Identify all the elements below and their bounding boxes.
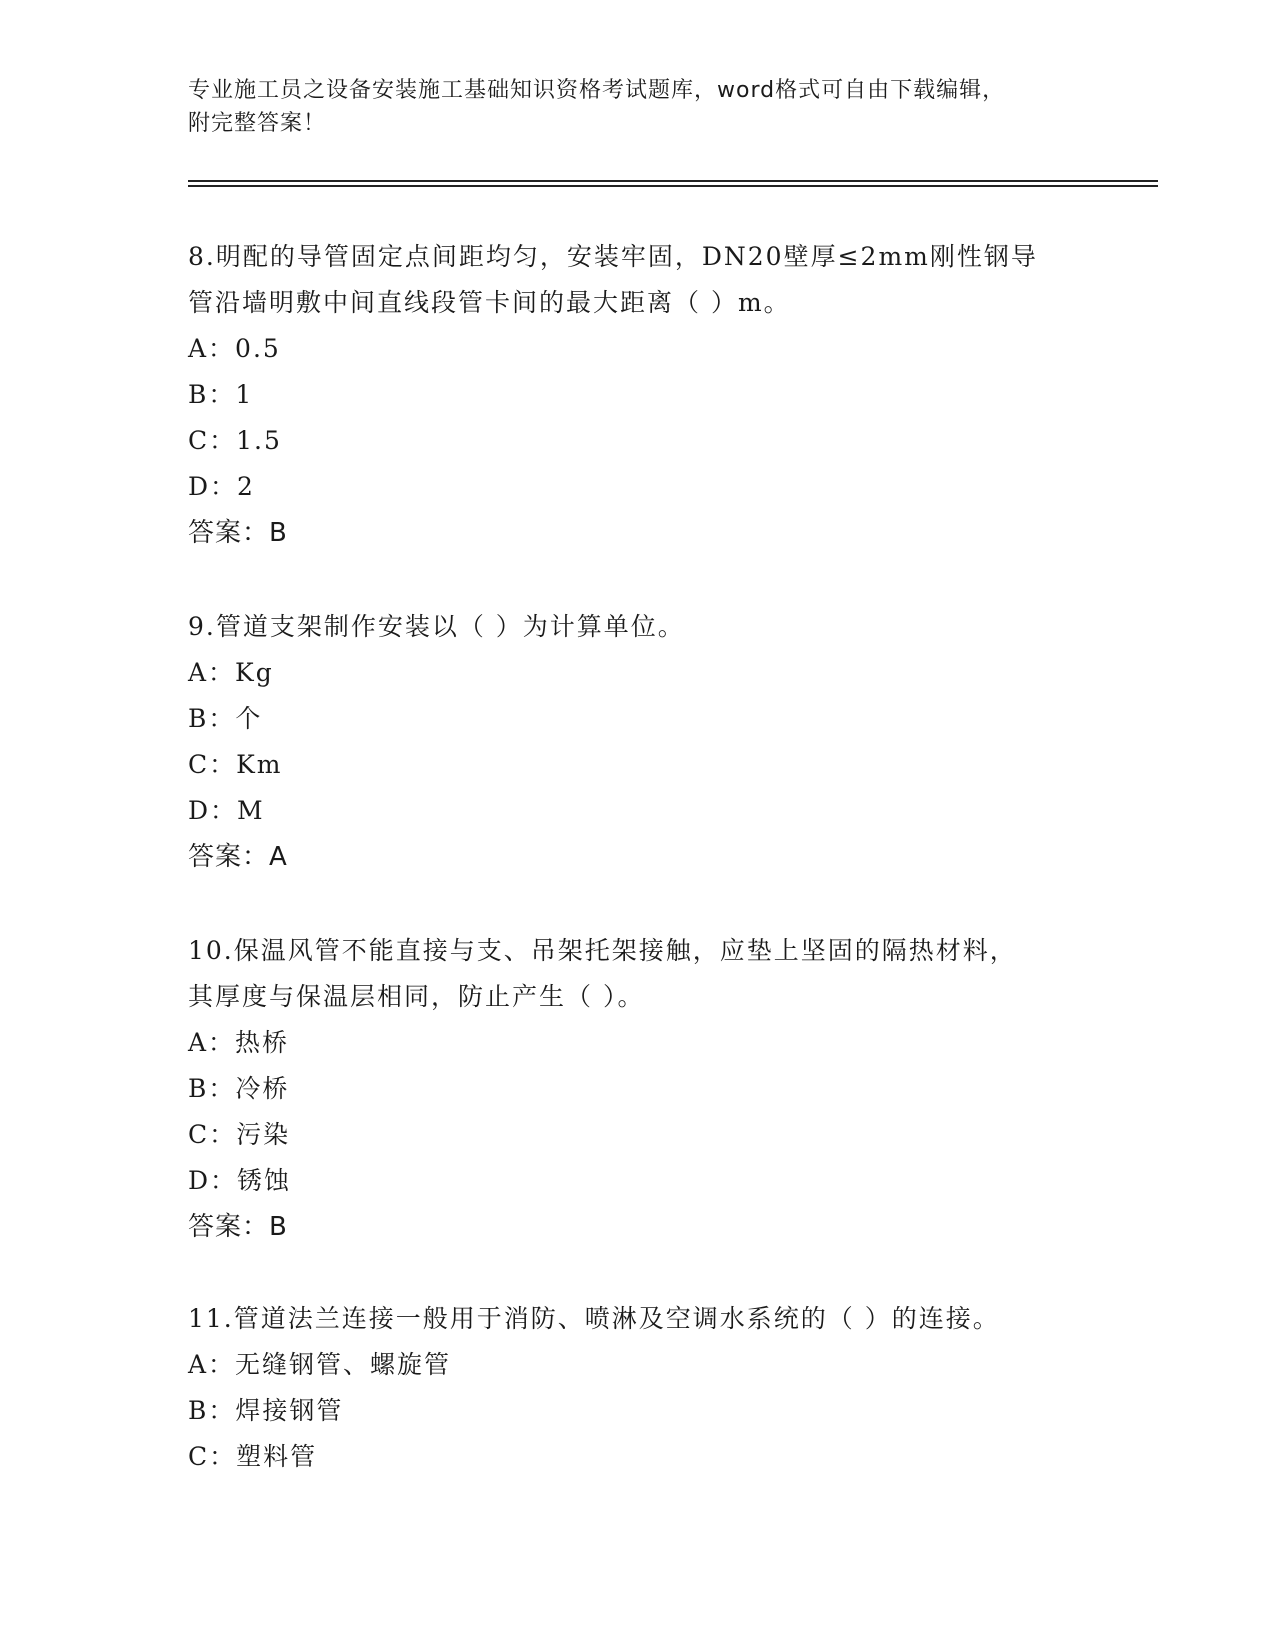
option-b: B：冷桥 (188, 1074, 290, 1103)
question-10 (188, 928, 1068, 1250)
option-a: A：Kg (188, 658, 274, 687)
option-d: D：锈蚀 (188, 1166, 292, 1195)
header-line-1: 专业施工员之设备安装施工基础知识资格考试题库，word格式可自由下载编辑， (188, 78, 1006, 103)
option-a: A：0.5 (188, 334, 281, 363)
question-9 (188, 604, 1068, 880)
option-c: C：污染 (188, 1120, 291, 1149)
option-c: C：1.5 (188, 426, 282, 455)
question-stem: 8.明配的导管固定点间距均匀，安装牢固，DN20壁厚≤2mm刚性钢导 (188, 242, 1038, 271)
header-divider-top (188, 180, 1158, 182)
header-line-2: 附完整答案！ (188, 111, 327, 136)
answer: 答案：B (188, 1212, 288, 1242)
header-divider-bottom (188, 185, 1158, 187)
option-d: D：M (188, 796, 265, 825)
question-8 (188, 234, 1068, 556)
document-header (188, 74, 1068, 140)
answer: 答案：A (188, 842, 288, 872)
question-11 (188, 1296, 1068, 1480)
question-stem: 管沿墙明敷中间直线段管卡间的最大距离（ ）m。 (188, 288, 791, 317)
question-stem: 其厚度与保温层相同，防止产生（ ）。 (188, 982, 645, 1011)
option-b: B：焊接钢管 (188, 1396, 344, 1425)
option-a: A：热桥 (188, 1028, 290, 1057)
option-d: D：2 (188, 472, 255, 501)
question-stem: 10.保温风管不能直接与支、吊架托架接触，应垫上坚固的隔热材料， (188, 936, 1017, 965)
option-c: C：塑料管 (188, 1442, 318, 1471)
answer: 答案：B (188, 518, 288, 548)
option-c: C：Km (188, 750, 283, 779)
question-stem: 9.管道支架制作安装以（ ）为计算单位。 (188, 612, 685, 641)
option-b: B：个 (188, 704, 263, 733)
option-b: B：1 (188, 380, 254, 409)
question-stem: 11.管道法兰连接一般用于消防、喷淋及空调水系统的（ ）的连接。 (188, 1304, 1000, 1333)
option-a: A：无缝钢管、螺旋管 (188, 1350, 452, 1379)
